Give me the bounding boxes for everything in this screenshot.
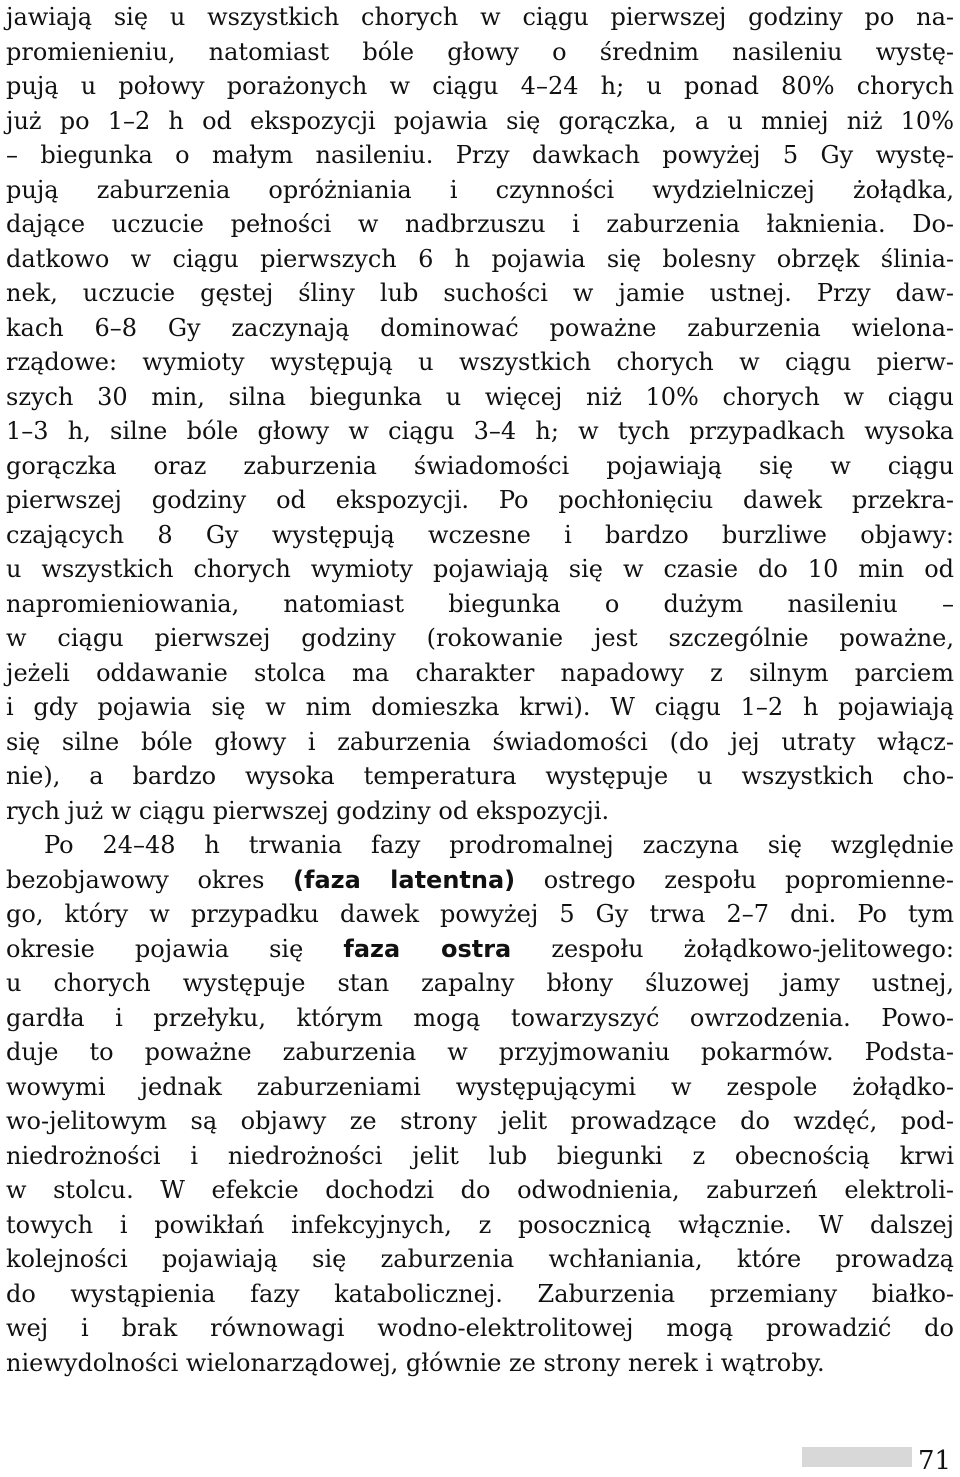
- text-line: u chorych występuje stan zapalny błony śluzowej jamy ustnej,: [6, 969, 954, 997]
- text-line: dające uczucie pełności w nadbrzuszu i zaburzenia łaknienia. Do-: [6, 210, 954, 238]
- text-line: wo-jelitowym są objawy ze strony jelit prowadzące do wzdęć, pod-: [6, 1107, 954, 1135]
- text-line: pują zaburzenia opróżniania i czynności wydzielniczej żołądka,: [6, 175, 954, 204]
- text-line: 1–3 h, silne bóle głowy w ciągu 3–4 h; w tych przypadkach wysoka: [6, 417, 954, 445]
- text-segment: ostrego zespołu popromienne-: [515, 865, 954, 894]
- text-line: nek, uczucie gęstej śliny lub suchości w jamie ustnej. Przy daw-: [6, 279, 954, 307]
- text-line: czających 8 Gy występują wczesne i bardzo burzliwe objawy:: [6, 520, 954, 549]
- text-line: i gdy pojawia się w nim domieszka krwi). W ciągu 1–2 h pojawiają: [6, 693, 954, 721]
- text-line: u wszystkich chorych wymioty pojawiają się w czasie do 10 min od: [6, 555, 954, 583]
- body-text: [6, 0, 954, 1380]
- text-line: duje to poważne zaburzenia w przyjmowaniu pokarmów. Podsta-: [6, 1038, 954, 1066]
- footer-bar: [802, 1447, 912, 1467]
- text-line: go, który w przypadku dawek powyżej 5 Gy trwa 2–7 dni. Po tym: [6, 900, 954, 928]
- term-faza-ostra: faza ostra: [343, 934, 512, 963]
- text-line: gardła i przełyku, którym mogą towarzyszyć owrzodzenia. Powo-: [6, 1003, 954, 1032]
- text-line: pierwszej godziny od ekspozycji. Po pochłonięciu dawek przekra-: [6, 486, 954, 514]
- text-line: promienieniu, natomiast bóle głowy o średnim nasileniu wystę-: [6, 37, 954, 66]
- text-line: już po 1–2 h od ekspozycji pojawia się gorączka, a u mniej niż 10%: [6, 106, 954, 135]
- text-line: datkowo w ciągu pierwszych 6 h pojawia się bolesny obrzęk ślinia-: [6, 244, 954, 273]
- text-line: gorączka oraz zaburzenia świadomości pojawiają się w ciągu: [6, 451, 954, 480]
- term-faza-latentna: (faza latentna): [293, 865, 516, 894]
- text-line: wej i brak równowagi wodno-elektrolitowej mogą prowadzić do: [6, 1314, 954, 1342]
- text-line: niewydolności wielonarządowej, głównie ze strony nerek i wątroby.: [6, 1348, 825, 1377]
- text-line: szych 30 min, silna biegunka u więcej niż 10% chorych w ciągu: [6, 382, 954, 411]
- text-line: Po 24–48 h trwania fazy prodromalnej zaczyna się względnie: [44, 831, 954, 859]
- text-line: [6, 932, 954, 967]
- text-line: rządowe: wymioty występują u wszystkich chorych w ciągu pierw-: [6, 348, 954, 376]
- text-line: jawiają się u wszystkich chorych w ciągu pierwszej godziny po na-: [6, 3, 954, 31]
- text-segment: okresie pojawia się: [6, 934, 344, 963]
- text-segment: zespołu żołądkowo-jelitowego:: [511, 934, 954, 963]
- text-line: jeżeli oddawanie stolca ma charakter napadowy z silnym parciem: [6, 658, 954, 687]
- text-line: w ciągu pierwszej godziny (rokowanie jest szczególnie poważne,: [6, 624, 954, 652]
- text-line: kolejności pojawiają się zaburzenia wchłaniania, które prowadzą: [6, 1245, 954, 1273]
- text-line: rych już w ciągu pierwszej godziny od ekspozycji.: [6, 796, 610, 825]
- text-line: [6, 863, 954, 898]
- text-line: do wystąpienia fazy katabolicznej. Zaburzenia przemiany białko-: [6, 1279, 954, 1308]
- text-line: – biegunka o małym nasileniu. Przy dawkach powyżej 5 Gy wystę-: [6, 141, 954, 169]
- text-line: napromieniowania, natomiast biegunka o dużym nasileniu –: [6, 589, 954, 618]
- text-line: się silne bóle głowy i zaburzenia świadomości (do jej utraty włącz-: [6, 727, 954, 756]
- page-number: 71: [918, 1446, 952, 1476]
- text-segment: bezobjawowy okres: [6, 865, 294, 894]
- text-line: w stolcu. W efekcie dochodzi do odwodnienia, zaburzeń elektroli-: [6, 1176, 954, 1204]
- text-line: kach 6–8 Gy zaczynają dominować poważne zaburzenia wielona-: [6, 313, 954, 342]
- text-line: towych i powikłań infekcyjnych, z posocznicą włącznie. W dalszej: [6, 1210, 954, 1239]
- text-line: wowymi jednak zaburzeniami występującymi w zespole żołądko-: [6, 1072, 954, 1101]
- text-line: nie), a bardzo wysoka temperatura występuje u wszystkich cho-: [6, 762, 954, 790]
- text-line: niedrożności i niedrożności jelit lub biegunki z obecnością krwi: [6, 1141, 954, 1170]
- text-line: pują u połowy porażonych w ciągu 4–24 h; u ponad 80% chorych: [6, 72, 954, 100]
